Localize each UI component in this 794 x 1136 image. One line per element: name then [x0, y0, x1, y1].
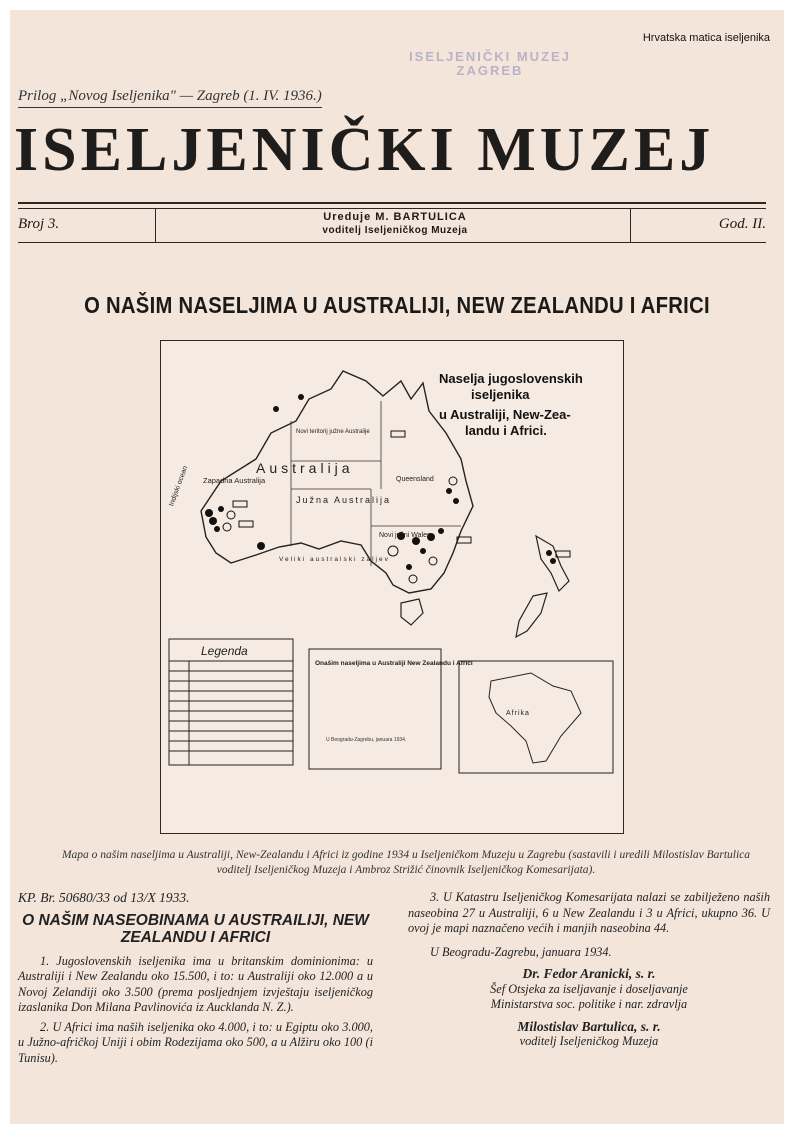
map-caption: Mapa o našim naseljima u Australiji, New-Zealandu i Africi iz godine 1934 u Iseljeničkom Muzeju u Zagrebu (sastavili i uredili Milostislav Bartulica voditelj Iseljeničkog Muzeja i Ambroz Strižić činovnik Iseljeničkog Komesarijata). [61, 849, 751, 876]
source-label: Hrvatska matica iseljenika [642, 32, 770, 44]
signature-1-role-1: Šef Otsjeka za iseljavanje i doseljavanje [490, 981, 688, 996]
paragraph-2: 2. U Africi ima naših iseljenika oko 4.000, i to: u Egiptu oko 3.000, u Južno-afričkoj Uniji i obim Rodezijama oko 500, a u Alžiru oko 100 (i Tunisu). [18, 1019, 373, 1065]
newspaper-page [10, 10, 784, 1124]
map-heading-line-2: iseljenika [471, 387, 530, 402]
editor-role: voditelj Iseljeničkog Muzeja [322, 225, 468, 236]
stamp-line-1: ISELJENIČKI MUZEJ [409, 49, 571, 64]
article-column-right [408, 890, 770, 1050]
signature-1-name: Dr. Fedor Aranicki, s. r. [522, 966, 656, 981]
legend-title: Legenda [201, 644, 248, 658]
signature-2-role: voditelj Iseljeničkog Muzeja [519, 1034, 659, 1048]
africa-outline [489, 673, 581, 763]
label-novi-teritorij: Novi teritorij južne Australije [296, 429, 370, 435]
africa-inset-frame [459, 661, 613, 773]
masthead-rule-top [18, 202, 766, 204]
signature-2-name: Milostislav Bartulica, s. r. [517, 1018, 661, 1034]
masthead-divider-left [155, 208, 156, 242]
label-zapadna-australija: Zapadna Australija [203, 476, 266, 485]
tasmania-outline [401, 599, 423, 625]
masthead-rule-bottom [18, 242, 766, 243]
place-date: U Beogradu-Zagrebu, januara 1934. [430, 944, 612, 959]
masthead-title: ISELJENIČKI MUZEJ [14, 116, 715, 184]
editor-name: Ureduje M. BARTULICA [323, 211, 467, 223]
map-heading-line-4: landu i Africi. [465, 423, 547, 438]
volume-year: God. II. [718, 216, 766, 232]
inset-document-title: Onašim naseljima u Australiji New Zealandu i Africi [315, 660, 473, 667]
label-veliki-zaljev: Veliki australski zaljev [279, 556, 390, 563]
map-heading [439, 371, 583, 438]
editor-block [160, 211, 630, 237]
africa-label: Afrika [506, 710, 530, 717]
paragraph-3: 3. U Katastru Iseljeničkog Komesarijata nalazi se zabilježeno naših naseobina 27 u Australiji, 6 u New Zealandu i 3 u Africi, ukupno 36. U ovoj je mapi naznačeno većih i manjih naseobina 44. [408, 890, 770, 935]
map-drawing [161, 341, 623, 833]
label-australija: Australija [256, 460, 354, 476]
settlement-map [160, 340, 624, 834]
article-column-left [18, 890, 373, 1070]
reference-number: KP. Br. 50680/33 od 13/X 1933. [18, 890, 190, 905]
label-queensland: Queensland [396, 476, 434, 483]
article-headline: O NAŠIM NASELJIMA U AUSTRALIJI, NEW ZEALANDU I AFRICI [84, 292, 710, 318]
map-heading-line-3: u Australiji, New-Zea- [439, 407, 571, 422]
masthead-divider-right [630, 208, 631, 242]
museum-stamp [405, 50, 575, 78]
article-title: O NAŠIM NASEOBINAMA U AUSTRAILIJI, NEW ZEALANDU I AFRICI [22, 911, 369, 946]
label-indijski-ocean: Indijski ocean [168, 465, 190, 508]
label-juzna-australija: Južna Australija [296, 495, 392, 505]
settlement-ring-markers [223, 477, 457, 583]
map-heading-line-1: Naselja jugoslovenskih [439, 371, 583, 386]
paragraph-1: 1. Jugoslovenskih iseljenika ima u britanskim dominionima: u Australiji i New Zealandu oko 15.500, i to: u Australiji oko 12.000 a u Novoj Zelandiji oko 3.500 (prema posljednjem izvještaju iseljeničkog izaslanika Don Milana Pavlinovića iz Aucklanda N. Z.). [18, 953, 373, 1014]
supplement-line: Prilog „Novog Iseljenika" — Zagreb (1. IV. 1936.) [18, 88, 322, 108]
stamp-line-2: ZAGREB [456, 63, 524, 78]
issue-number: Broj 3. [18, 216, 60, 232]
label-novi-juzni-wales: Novi južni Wales [379, 532, 431, 539]
inset-document-date: U Beogradu-Zagrebu, januara 1934. [326, 737, 407, 743]
inset-document-frame [309, 649, 441, 769]
masthead-rule-inner [18, 208, 766, 209]
signature-1-role-2: Ministarstva soc. politike i nar. zdravlja [490, 997, 688, 1011]
